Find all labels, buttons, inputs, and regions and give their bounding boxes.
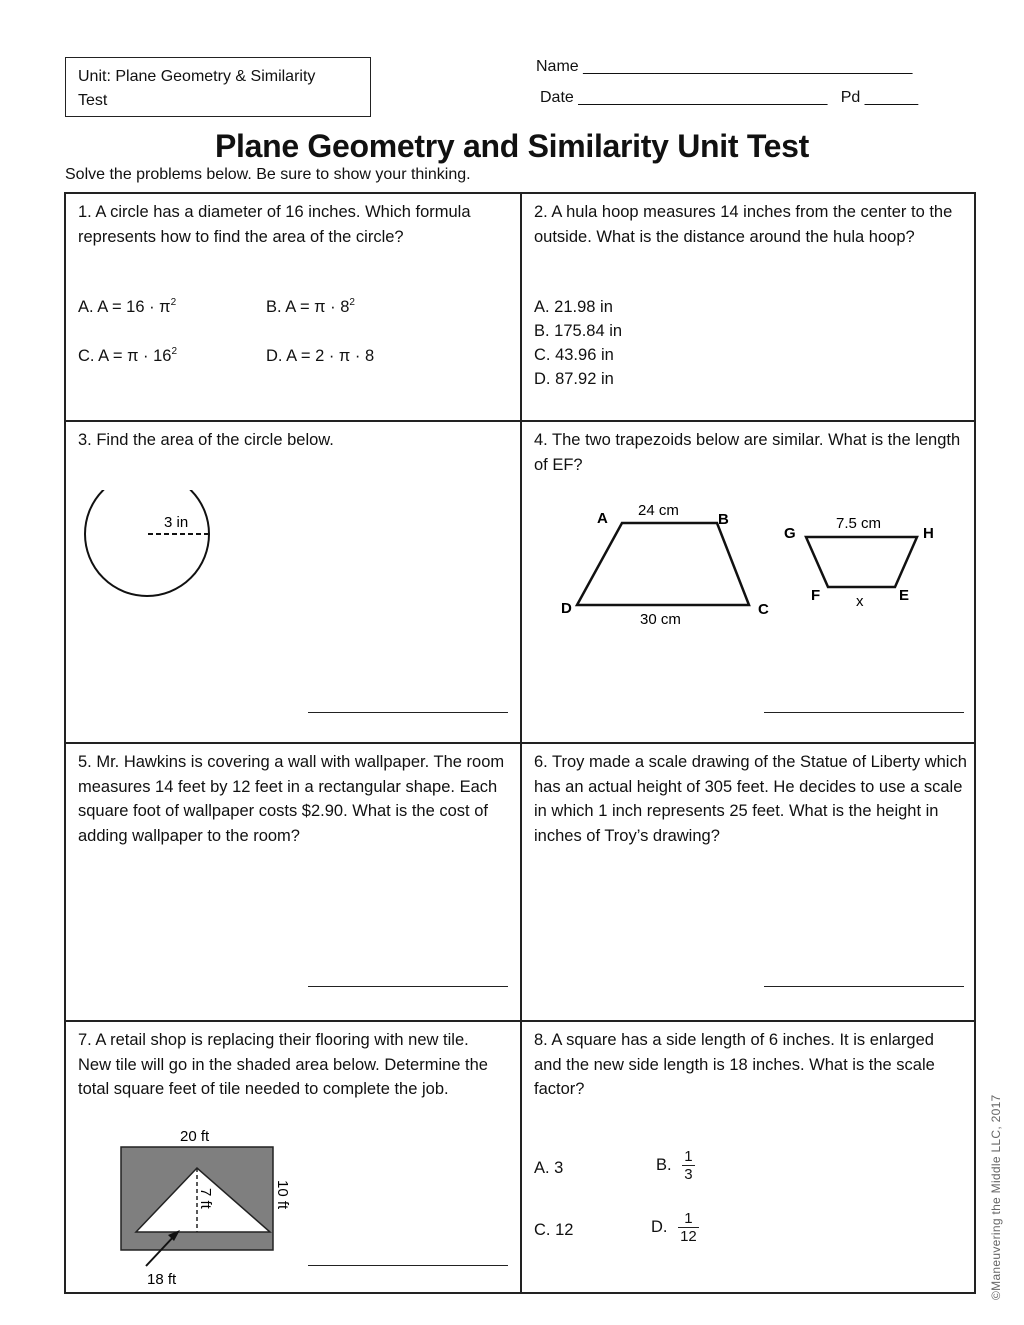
question-4-text: 4. The two trapezoids below are similar. What is the length of EF? bbox=[534, 431, 961, 474]
circle-figure bbox=[80, 490, 220, 600]
question-1-text: 1. A circle has a diameter of 16 inches. Which formula represents how to find the area of the circle? bbox=[78, 203, 471, 246]
question-8-text: 8. A square has a side length of 6 inches. It is enlarged and the new side length is 18 inches. What is the scale factor? bbox=[534, 1031, 935, 1098]
vertex-g: G bbox=[784, 525, 796, 542]
floor-figure bbox=[100, 1120, 310, 1292]
question-7-text: 7. A retail shop is replacing their flooring with new tile. New tile will go in the shaded area below. Determine the total square feet of tile needed to complete the job. bbox=[78, 1031, 488, 1098]
fraction-numerator: 1 bbox=[684, 1148, 693, 1165]
circle-outline bbox=[85, 490, 209, 596]
question-2-text: 2. A hula hoop measures 14 inches from the center to the outside. What is the distance around the hula hoop? bbox=[534, 203, 953, 246]
q1-choice-c[interactable] bbox=[78, 347, 177, 366]
unit-label-cont: Test bbox=[78, 92, 108, 109]
grid-divider-row2 bbox=[65, 742, 975, 744]
trapezoid-abcd bbox=[577, 523, 749, 605]
answer-line-3[interactable] bbox=[308, 712, 508, 713]
vertex-d: D bbox=[561, 600, 572, 617]
q1-choice-a-exponent: 2 bbox=[170, 297, 177, 308]
question-6 bbox=[534, 750, 969, 848]
vertex-e: E bbox=[899, 587, 910, 604]
vertex-c: C bbox=[758, 601, 769, 618]
label-7-5cm: 7.5 cm bbox=[836, 515, 882, 532]
name-field[interactable]: Name _____________________________________ bbox=[536, 58, 913, 75]
label-7ft: 7 ft bbox=[197, 1188, 214, 1209]
question-3 bbox=[78, 428, 498, 453]
label-30cm: 30 cm bbox=[640, 611, 681, 628]
vertex-a: A bbox=[597, 510, 608, 527]
trapezoid-ghef bbox=[806, 537, 917, 587]
q1-choice-b[interactable] bbox=[266, 298, 355, 317]
answer-line-6[interactable] bbox=[764, 986, 964, 987]
fraction-denominator: 3 bbox=[684, 1166, 693, 1183]
q8-choice-d-label: D. bbox=[651, 1217, 668, 1236]
page-title: Plane Geometry and Similarity Unit Test bbox=[214, 128, 810, 164]
grid-divider-row1 bbox=[65, 420, 975, 422]
q2-choice-c[interactable]: C. 43.96 in bbox=[534, 346, 614, 364]
q8-choice-a[interactable]: A. 3 bbox=[534, 1159, 564, 1177]
question-5 bbox=[78, 750, 513, 848]
fraction-one-third bbox=[682, 1148, 694, 1183]
q1-choice-d[interactable]: D. A = 2 · π · 8 bbox=[266, 347, 375, 365]
copyright-notice: ©Maneuvering the Middle LLC, 2017 bbox=[989, 1094, 1003, 1300]
vertex-b: B bbox=[718, 511, 729, 528]
q1-choice-c-exponent: 2 bbox=[171, 346, 178, 357]
question-2 bbox=[534, 200, 959, 249]
q2-choice-a[interactable]: A. 21.98 in bbox=[534, 298, 613, 316]
q2-choice-d[interactable]: D. 87.92 in bbox=[534, 370, 614, 388]
vertex-h: H bbox=[923, 525, 934, 542]
label-18ft: 18 ft bbox=[147, 1271, 177, 1288]
answer-line-4[interactable] bbox=[764, 712, 964, 713]
fraction-denominator: 12 bbox=[680, 1228, 697, 1245]
q8-choice-b-label: B. bbox=[656, 1155, 672, 1174]
q1-choice-b-exponent: 2 bbox=[349, 297, 355, 308]
q2-choice-b[interactable]: B. 175.84 in bbox=[534, 322, 623, 340]
label-20ft: 20 ft bbox=[180, 1128, 210, 1145]
q1-choice-a-text: A. A = 16 · π bbox=[78, 298, 171, 316]
q8-choice-b[interactable] bbox=[656, 1148, 695, 1183]
q8-choice-d[interactable] bbox=[651, 1210, 699, 1245]
question-6-text: 6. Troy made a scale drawing of the Statue of Liberty which has an actual height of 305 feet. He decides to use a scale in which 1 inch represents 25 feet. What is the height in inches of Troy’s drawing? bbox=[534, 753, 967, 845]
answer-line-7[interactable] bbox=[308, 1265, 508, 1266]
trapezoids-figure bbox=[555, 495, 955, 635]
vertex-f: F bbox=[811, 587, 821, 604]
fraction-numerator: 1 bbox=[678, 1210, 699, 1228]
fraction-one-twelfth bbox=[678, 1210, 699, 1245]
q1-choice-c-text: C. A = π · 16 bbox=[78, 347, 172, 365]
label-24cm: 24 cm bbox=[638, 502, 679, 519]
question-4 bbox=[534, 428, 964, 477]
label-10ft: 10 ft bbox=[274, 1180, 291, 1210]
q1-choice-b-text: B. A = π · 8 bbox=[266, 298, 350, 316]
instructions: Solve the problems below. Be sure to show your thinking. bbox=[65, 166, 471, 183]
unit-label: Unit: Plane Geometry & Similarity bbox=[78, 68, 316, 85]
grid-divider-row3 bbox=[65, 1020, 975, 1022]
answer-line-5[interactable] bbox=[308, 986, 508, 987]
date-pd-field[interactable]: Date ____________________________ Pd ______ bbox=[540, 89, 919, 106]
question-3-text: 3. Find the area of the circle below. bbox=[78, 431, 334, 449]
question-1 bbox=[78, 200, 498, 249]
label-x: x bbox=[856, 593, 864, 610]
radius-label: 3 in bbox=[164, 514, 189, 531]
q8-choice-c[interactable]: C. 12 bbox=[534, 1221, 574, 1239]
unit-box bbox=[65, 57, 371, 117]
question-5-text: 5. Mr. Hawkins is covering a wall with wallpaper. The room measures 14 feet by 12 feet in a rectangular shape. Each square foot of wallpaper costs $2.90. What is the cost of adding wallpaper to the room? bbox=[78, 753, 505, 845]
question-8 bbox=[534, 1028, 964, 1102]
q1-choice-a[interactable] bbox=[78, 298, 176, 317]
question-7 bbox=[78, 1028, 498, 1102]
